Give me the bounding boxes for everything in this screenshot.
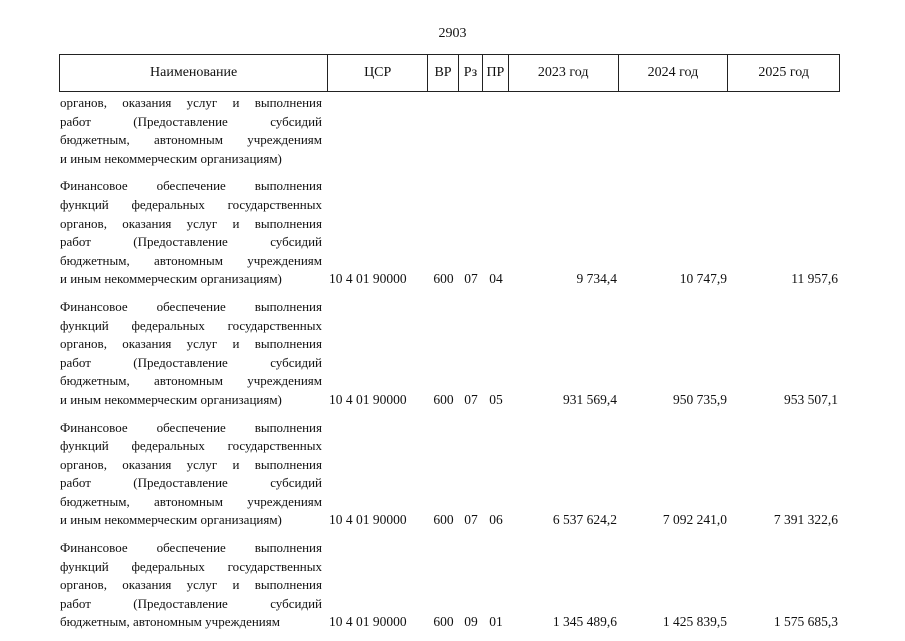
table-row — [59, 419, 840, 531]
row-name-line: и иным некоммерческим организациям) — [60, 391, 282, 407]
row-name — [59, 177, 328, 289]
row-amount-2023: 931 569,4 — [563, 391, 617, 407]
row-amount-2025: 953 507,1 — [784, 391, 838, 407]
header-rz: Рз — [459, 55, 483, 91]
row-amount-2025: 7 391 322,6 — [773, 512, 838, 528]
row-pr: 06 — [489, 512, 503, 528]
row-name — [59, 298, 328, 410]
row-vr: 600 — [433, 614, 454, 630]
row-amount-2025: 1 575 685,3 — [773, 614, 838, 630]
header-name: Наименование — [60, 55, 328, 91]
row-amount-2024: 10 747,9 — [679, 271, 727, 287]
row-name-line: органов, оказания услуг и выполнения — [60, 336, 322, 352]
table-header — [59, 54, 840, 92]
row-csr: 10 4 01 90000 — [329, 614, 407, 630]
table-row — [59, 94, 840, 168]
row-pr: 05 — [489, 391, 503, 407]
row-amount-2023: 9 734,4 — [576, 271, 617, 287]
row-name-line: органов, оказания услуг и выполнения — [60, 577, 322, 593]
row-name-line: Финансовое обеспечение выполнения — [60, 540, 322, 556]
row-rz: 09 — [464, 614, 478, 630]
row-name-line: работ (Предоставление субсидий — [60, 234, 322, 250]
row-rz: 07 — [464, 391, 478, 407]
row-name-line: бюджетным, автономным учреждениям — [60, 493, 322, 509]
row-name-line: и иным некоммерческим организациям) — [60, 512, 282, 528]
table-row — [59, 298, 840, 410]
row-name-line: бюджетным, автономным учреждениям — [60, 614, 280, 630]
row-name-line: функций федеральных государственных — [60, 438, 322, 454]
table-row — [59, 539, 840, 632]
row-name-line: и иным некоммерческим организациям) — [60, 150, 282, 166]
row-name-line: органов, оказания услуг и выполнения — [60, 456, 322, 472]
row-name-line: работ (Предоставление субсидий — [60, 475, 322, 491]
row-name-line: работ (Предоставление субсидий — [60, 595, 322, 611]
row-amount-2024: 950 735,9 — [673, 391, 727, 407]
row-name-line: функций федеральных государственных — [60, 558, 322, 574]
row-name — [59, 539, 328, 632]
row-name-line: бюджетным, автономным учреждениям — [60, 132, 322, 148]
row-name-line: и иным некоммерческим организациям) — [60, 271, 282, 287]
table-body — [59, 94, 840, 641]
row-name-line: органов, оказания услуг и выполнения — [60, 215, 322, 231]
row-name-line: Финансовое обеспечение выполнения — [60, 178, 322, 194]
row-csr: 10 4 01 90000 — [329, 391, 407, 407]
row-name-line: бюджетным, автономным учреждениям — [60, 252, 322, 268]
row-amount-2024: 7 092 241,0 — [662, 512, 727, 528]
row-name-line: работ (Предоставление субсидий — [60, 113, 322, 129]
table-row — [59, 177, 840, 289]
row-amount-2023: 6 537 624,2 — [552, 512, 617, 528]
row-vr: 600 — [433, 512, 454, 528]
header-year-2025: 2025 год — [758, 65, 809, 80]
row-amount-2024: 1 425 839,5 — [662, 614, 727, 630]
row-name — [59, 94, 328, 168]
row-name — [59, 419, 328, 531]
row-csr: 10 4 01 90000 — [329, 512, 407, 528]
header-vr: ВР — [428, 55, 459, 91]
row-name-line: функций федеральных государственных — [60, 317, 322, 333]
row-name-line: работ (Предоставление субсидий — [60, 354, 322, 370]
row-rz: 07 — [464, 512, 478, 528]
row-vr: 600 — [433, 271, 454, 287]
header-pr: ПР — [483, 55, 509, 91]
row-rz: 07 — [464, 271, 478, 287]
header-csr: ЦСР — [328, 55, 428, 91]
row-name-line: функций федеральных государственных — [60, 196, 322, 212]
row-name-line: бюджетным, автономным учреждениям — [60, 373, 322, 389]
row-csr: 10 4 01 90000 — [329, 271, 407, 287]
page-number: 2903 — [438, 26, 467, 41]
row-amount-2023: 1 345 489,6 — [552, 614, 617, 630]
row-amount-2025: 11 957,6 — [791, 271, 838, 287]
row-pr: 01 — [489, 614, 503, 630]
row-name-line: органов, оказания услуг и выполнения — [60, 95, 322, 110]
header-year-2023: 2023 год — [509, 55, 619, 91]
row-vr: 600 — [433, 391, 454, 407]
row-name-line: Финансовое обеспечение выполнения — [60, 298, 322, 314]
row-name-line: Финансовое обеспечение выполнения — [60, 419, 322, 435]
row-pr: 04 — [489, 271, 503, 287]
header-year-2024: 2024 год — [619, 55, 729, 91]
